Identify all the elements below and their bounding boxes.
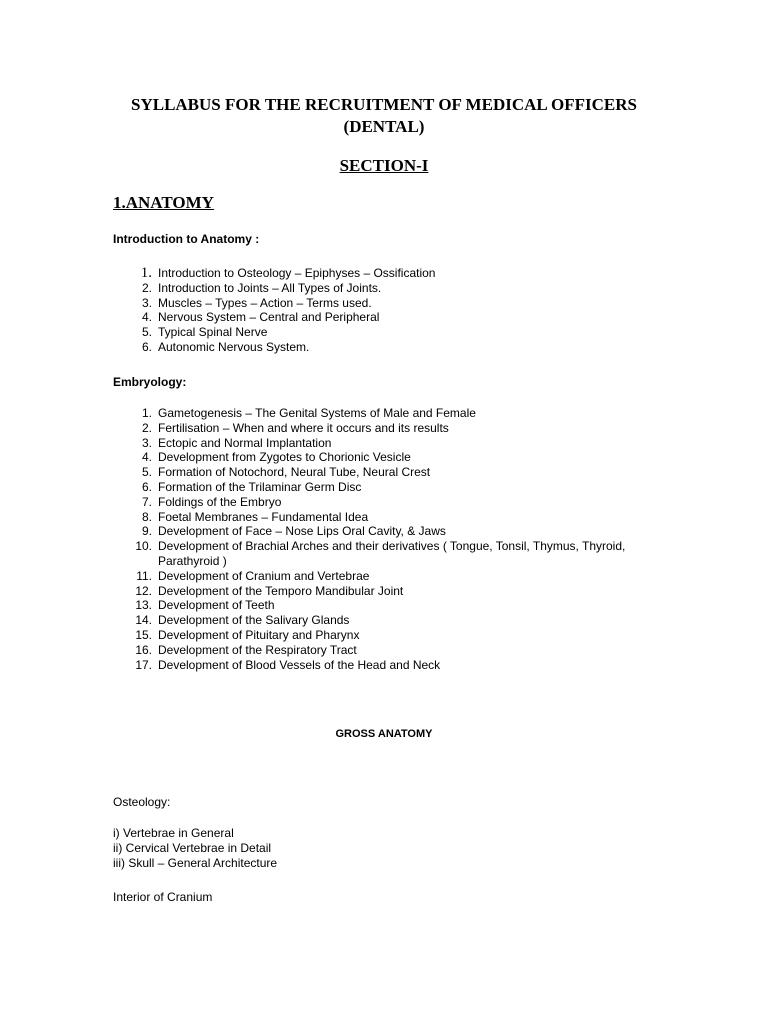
list-item xyxy=(113,480,658,495)
item-text: Ectopic and Normal Implantation xyxy=(158,435,332,450)
osteology-list xyxy=(113,826,277,871)
item-number: 3. xyxy=(141,435,152,450)
item-text: Foldings of the Embryo xyxy=(158,494,282,509)
item-text: Introduction to Osteology – Epiphyses – Ossification xyxy=(158,266,436,280)
list-item xyxy=(113,628,658,643)
item-text: Formation of the Trilaminar Germ Disc xyxy=(158,479,362,494)
subject-heading: 1.ANATOMY xyxy=(113,193,214,212)
item-number: 6. xyxy=(141,339,152,354)
list-item xyxy=(113,296,658,311)
title-line-2: (DENTAL) xyxy=(343,117,425,136)
document-title xyxy=(0,94,768,138)
list-item: iii) Skull – General Architecture xyxy=(113,856,278,870)
list-item xyxy=(113,450,658,465)
list-item xyxy=(113,436,658,451)
intro-heading: Introduction to Anatomy : xyxy=(113,232,260,246)
item-number: 2. xyxy=(141,420,152,435)
item-text: Development from Zygotes to Chorionic Vesicle xyxy=(158,450,411,465)
item-text: Development of Brachial Arches and their derivatives ( Tongue, Tonsil, Thymus, Thyroid, Parathyroid ) xyxy=(158,539,626,568)
section-heading: SECTION-I xyxy=(339,156,429,175)
title-line-1: SYLLABUS FOR THE RECRUITMENT OF MEDICAL OFFICERS xyxy=(131,95,637,114)
osteology-heading: Osteology: xyxy=(113,795,171,809)
list-item xyxy=(113,465,658,480)
gross-anatomy-heading: GROSS ANATOMY xyxy=(335,728,433,740)
list-item xyxy=(113,569,658,584)
embryology-heading: Embryology: xyxy=(113,375,187,389)
list-item xyxy=(113,340,658,355)
list-item xyxy=(113,658,658,673)
item-text: Development of the Temporo Mandibular Joint xyxy=(158,583,404,598)
interior-heading: Interior of Cranium xyxy=(113,890,213,904)
list-item xyxy=(113,524,658,539)
list-item xyxy=(113,598,658,613)
list-item xyxy=(113,643,658,658)
item-number: 6. xyxy=(141,479,152,494)
list-item xyxy=(113,539,658,569)
list-item: ii) Cervical Vertebrae in Detail xyxy=(113,841,272,855)
list-item xyxy=(113,584,658,599)
list-item xyxy=(113,281,658,296)
item-text: Fertilisation – When and where it occurs and its results xyxy=(158,420,449,435)
item-number: 2. xyxy=(141,280,152,295)
item-number: 16. xyxy=(135,642,152,657)
item-text: Development of the Salivary Glands xyxy=(158,613,350,628)
item-text: Muscles – Types – Action – Terms used. xyxy=(158,295,372,310)
item-number: 17. xyxy=(135,657,152,672)
item-number: 3. xyxy=(141,295,152,310)
item-text: Development of Teeth xyxy=(158,598,275,613)
item-text: Introduction to Joints – All Types of Joints. xyxy=(158,280,382,295)
item-text: Gametogenesis – The Genital Systems of Male and Female xyxy=(158,406,476,420)
item-number: 9. xyxy=(141,524,152,539)
list-item xyxy=(113,310,658,325)
list-item xyxy=(113,510,658,525)
item-text: Development of Pituitary and Pharynx xyxy=(158,627,360,642)
item-text: Development of Cranium and Vertebrae xyxy=(158,568,370,583)
item-text: Foetal Membranes – Fundamental Idea xyxy=(158,509,369,524)
item-number: 1. xyxy=(141,406,152,420)
item-number: 5. xyxy=(141,465,152,480)
item-number: 11. xyxy=(136,568,152,583)
list-item: i) Vertebrae in General xyxy=(113,826,234,840)
item-number: 4. xyxy=(141,450,152,465)
item-text: Development of Blood Vessels of the Head and Neck xyxy=(158,657,441,672)
item-text: Autonomic Nervous System. xyxy=(158,339,310,354)
item-text: Typical Spinal Nerve xyxy=(158,325,268,340)
item-number: 1. xyxy=(140,265,152,281)
item-text: Formation of Notochord, Neural Tube, Neural Crest xyxy=(158,465,431,480)
item-number: 13. xyxy=(135,598,152,613)
item-text: Nervous System – Central and Peripheral xyxy=(158,310,380,325)
item-number: 8. xyxy=(141,509,152,524)
list-item xyxy=(113,325,658,340)
item-number: 12. xyxy=(135,583,152,598)
list-item xyxy=(113,406,658,421)
list-item xyxy=(113,421,658,436)
item-number: 4. xyxy=(141,310,152,325)
intro-list xyxy=(113,266,658,355)
item-number: 15. xyxy=(135,627,152,642)
list-item xyxy=(113,266,658,281)
item-number: 5. xyxy=(141,325,152,340)
item-text: Development of the Respiratory Tract xyxy=(158,642,357,657)
item-number: 10. xyxy=(135,539,152,554)
item-number: 7. xyxy=(141,494,152,509)
list-item xyxy=(113,613,658,628)
list-item xyxy=(113,495,658,510)
embryology-list xyxy=(113,406,658,672)
item-number: 14. xyxy=(135,613,152,628)
item-text: Development of Face – Nose Lips Oral Cavity, & Jaws xyxy=(158,524,446,539)
